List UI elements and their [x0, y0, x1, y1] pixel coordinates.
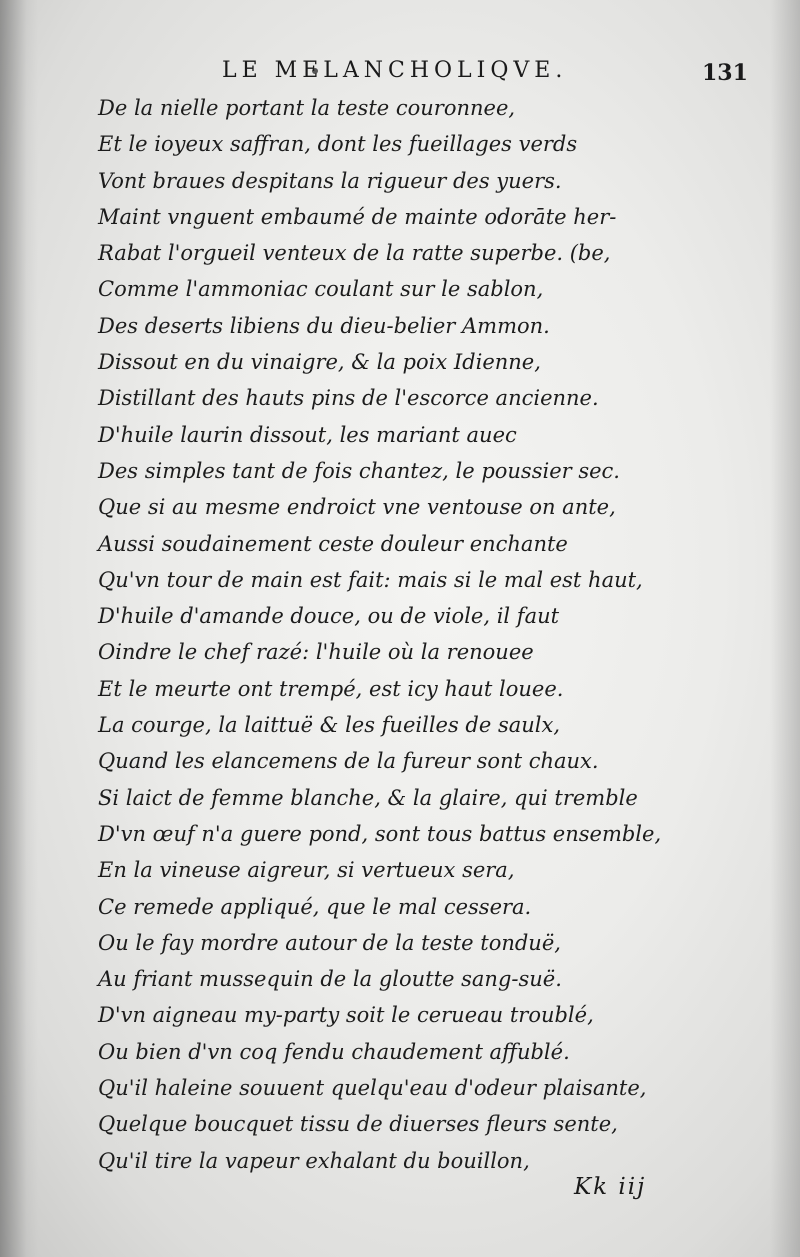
verse-line: Qu'il haleine souuent quelqu'eau d'odeur plaisante,: [98, 1076, 647, 1101]
page-header: [0, 54, 800, 90]
verse-line: Vont braues despitans la rigueur des yuers.: [98, 168, 562, 193]
verse-line: D'huile d'amande douce, ou de viole, il faut: [98, 604, 560, 629]
verse-line: La courge, la laittuë & les fueilles de saulx,: [98, 713, 561, 738]
verse-line: Que si au mesme endroict vne ventouse on ante,: [98, 495, 616, 520]
verse-line: D'huile laurin dissout, les mariant auec: [98, 422, 517, 447]
verse-line: Dissout en du vinaigre, & la poix Idienne,: [98, 350, 541, 375]
verse-line: Aussi soudainement ceste douleur enchante: [98, 531, 568, 556]
signature-mark: Kk iij: [574, 1174, 647, 1200]
verse-line: Oindre le chef razé: l'huile où la renouee: [98, 640, 534, 665]
verse-line: De la nielle portant la teste couronnee,: [98, 96, 516, 120]
verse-line: Qu'vn tour de main est fait: mais si le mal est haut,: [98, 567, 643, 592]
verse-line: Ou le fay mordre autour de la teste tonduë,: [98, 930, 561, 955]
verse-line: Des simples tant de fois chantez, le poussier sec.: [98, 458, 620, 483]
verse-line: Qu'il tire la vapeur exhalant du bouillon,: [98, 1148, 530, 1173]
verse-line: Si laict de femme blanche, & la glaire, qui tremble: [98, 785, 638, 810]
page-number: 131: [702, 60, 748, 86]
verse-line: En la vineuse aigreur, si vertueux sera,: [98, 858, 515, 883]
verse-line: Maint vnguent embaumé de mainte odorāte her-: [98, 204, 617, 229]
verse-line: Quelque boucquet tissu de diuerses fleurs sente,: [98, 1112, 618, 1137]
verse-line: Quand les elancemens de la fureur sont chaux.: [98, 749, 599, 774]
verse-text: [98, 90, 698, 1179]
verse-line: Comme l'ammoniac coulant sur le sablon,: [98, 277, 544, 302]
verse-line: Au friant mussequin de la gloutte sang-suë.: [98, 967, 562, 992]
verse-line: Rabat l'orgueil venteux de la ratte superbe. (be,: [98, 241, 611, 266]
verse-line: D'vn aigneau my-party soit le cerueau troublé,: [98, 1003, 594, 1028]
running-title: LE MELANCHOLIQVE.: [222, 58, 568, 83]
verse-line: Ce remede appliqué, que le mal cessera.: [98, 894, 532, 919]
verse-line: Ou bien d'vn coq fendu chaudement affublé.: [98, 1039, 570, 1064]
verse-line: Et le ioyeux saffran, dont les fueillages verds: [98, 132, 578, 157]
verse-line: Des deserts libiens du dieu-belier Ammon.: [98, 313, 550, 338]
verse-line: Et le meurte ont trempé, est icy haut louee.: [98, 676, 564, 701]
verse-line: Distillant des hauts pins de l'escorce ancienne.: [98, 386, 599, 411]
verse-line: D'vn œuf n'a guere pond, sont tous battus ensemble,: [98, 821, 662, 846]
